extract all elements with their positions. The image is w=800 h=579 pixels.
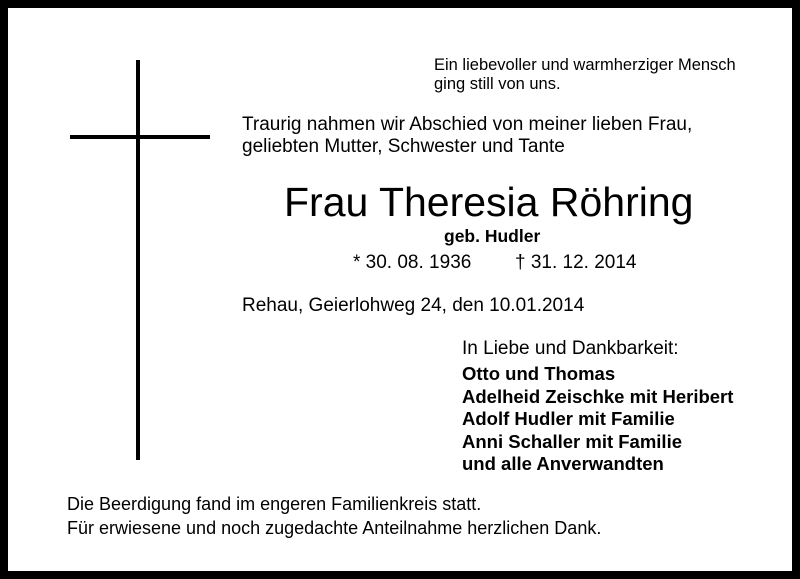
footer-line: Für erwiesene und noch zugedachte Anteilnahme herzlichen Dank. [67, 518, 602, 538]
cross-icon-beam [70, 135, 210, 139]
motto [434, 56, 736, 94]
maiden-name: geb. Hudler [444, 226, 541, 246]
intro-line: Traurig nahmen wir Abschied von meiner lieben Frau, [242, 114, 693, 135]
death-date: † 31. 12. 2014 [515, 252, 637, 273]
mourner: Anni Schaller mit Familie [462, 430, 683, 452]
intro-text [242, 114, 692, 158]
mourner: Otto und Thomas [462, 363, 616, 384]
intro-line: geliebten Mutter, Schwester und Tante [242, 136, 565, 157]
footer-text [67, 492, 601, 540]
mourner: Adolf Hudler mit Familie [462, 408, 675, 429]
motto-line: ging still von uns. [434, 75, 561, 93]
footer-line: Die Beerdigung fand im engeren Familienkreis statt. [67, 494, 482, 514]
birth-date: * 30. 08. 1936 [353, 252, 472, 273]
grief-label: In Liebe und Dankbarkeit: [462, 338, 679, 359]
motto-line: Ein liebevoller und warmherziger Mensch [434, 56, 736, 74]
deceased-name: Frau Theresia Röhring [284, 179, 694, 225]
mourners-list [462, 363, 733, 476]
cross-icon [136, 60, 140, 460]
mourner: und alle Anverwandten [462, 453, 664, 474]
place-and-date: Rehau, Geierlohweg 24, den 10.01.2014 [242, 295, 585, 316]
mourner: Adelheid Zeischke mit Heribert [462, 385, 734, 407]
